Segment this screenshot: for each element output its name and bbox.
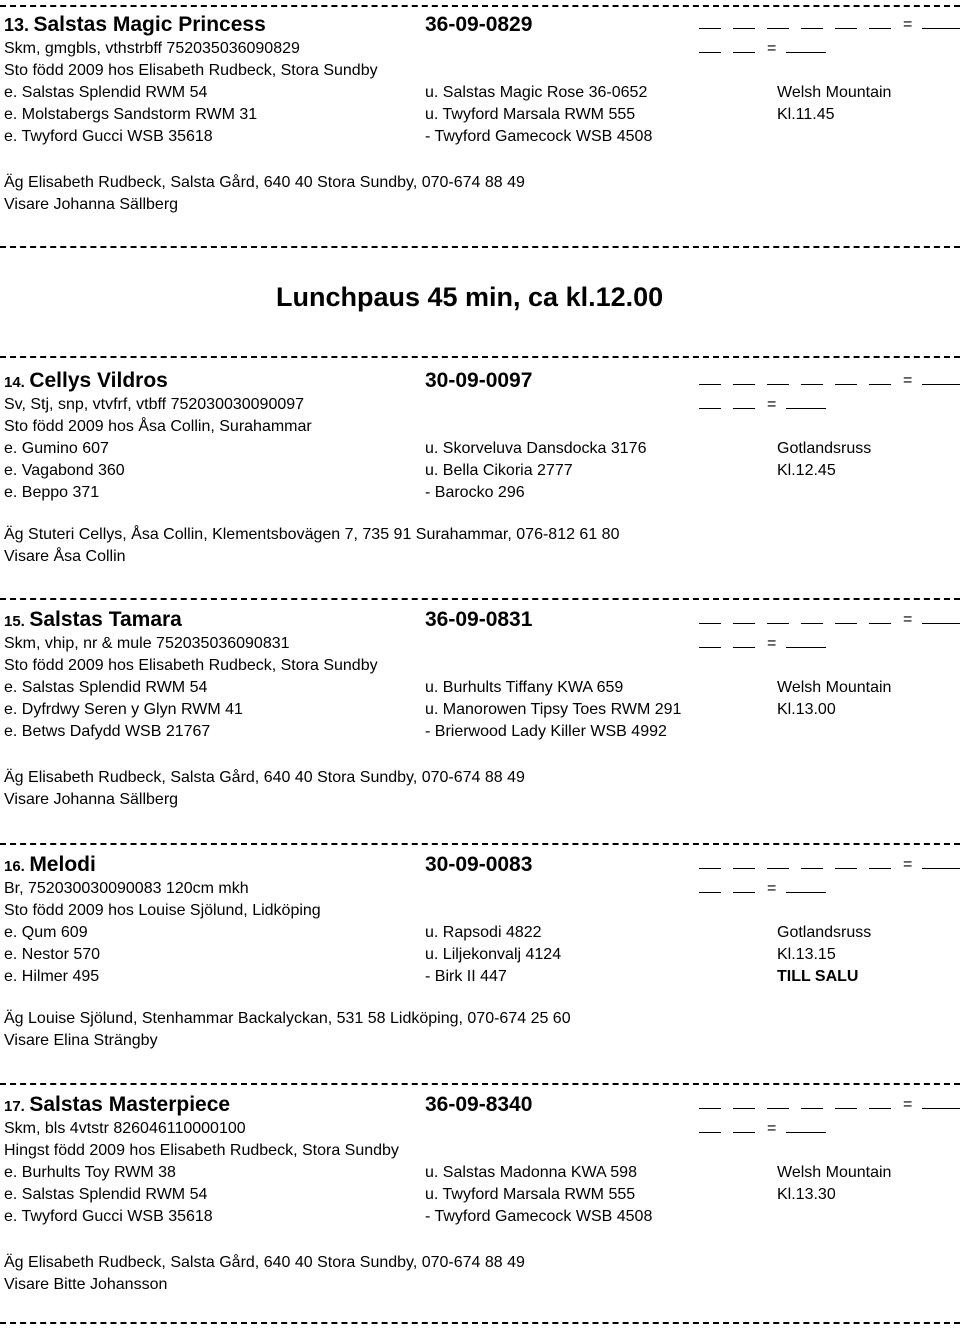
pedigree-sire: e. Betws Dafydd WSB 21767 <box>4 723 211 740</box>
description: Skm, vhip, nr & mule 752035036090831 <box>4 635 290 652</box>
pedigree-dam: - Birk II 447 <box>425 968 507 985</box>
registration-number: 36-09-0829 <box>425 13 533 36</box>
pedigree-dam: u. Skorveluva Dansdocka 3176 <box>425 440 647 457</box>
pedigree-dam: u. Twyford Marsala RWM 555 <box>425 106 636 123</box>
entry-number: 16. <box>4 858 25 875</box>
pedigree-sire: e. Burhults Toy RWM 38 <box>4 1164 176 1181</box>
pedigree-dam: - Barocko 296 <box>425 484 525 501</box>
sub-score-blanks: = <box>699 878 838 900</box>
sub-score-blanks: = <box>699 633 838 655</box>
pedigree-sire: e. Salstas Splendid RWM 54 <box>4 1186 208 1203</box>
pedigree-sire: e. Qum 609 <box>4 924 88 941</box>
owner: Äg Elisabeth Rudbeck, Salsta Gård, 640 40 Stora Sundby, 070-674 88 49 <box>4 1254 525 1271</box>
breed: Gotlandsruss <box>777 924 872 941</box>
pedigree-dam: u. Bella Cikoria 2777 <box>425 462 573 479</box>
separator <box>0 356 960 358</box>
class-time: Kl.13.30 <box>777 1186 836 1203</box>
score-blanks: = <box>699 854 960 876</box>
pedigree-sire: e. Salstas Splendid RWM 54 <box>4 84 208 101</box>
score-blanks: = <box>699 14 960 36</box>
handler: Visare Johanna Sällberg <box>4 196 179 213</box>
registration-number: 36-09-0831 <box>425 608 533 631</box>
description: Skm, gmgbls, vthstrbff 752035036090829 <box>4 40 300 57</box>
entry-number: 15. <box>4 613 25 630</box>
sub-score-blanks: = <box>699 38 838 60</box>
pedigree-dam: u. Twyford Marsala RWM 555 <box>425 1186 636 1203</box>
pedigree-dam: u. Liljekonvalj 4124 <box>425 946 562 963</box>
score-blanks: = <box>699 1094 960 1116</box>
pedigree-sire: e. Nestor 570 <box>4 946 101 963</box>
pedigree-sire: e. Hilmer 495 <box>4 968 100 985</box>
description: Sv, Stj, snp, vtvfrf, vtbff 752030030090097 <box>4 396 305 413</box>
description: Br, 752030030090083 120cm mkh <box>4 880 249 897</box>
birth-info: Sto född 2009 hos Louise Sjölund, Lidköping <box>4 902 321 919</box>
birth-info: Sto född 2009 hos Elisabeth Rudbeck, Stora Sundby <box>4 657 378 674</box>
sub-score-blanks: = <box>699 1118 838 1140</box>
horse-name: Salstas Tamara <box>29 608 182 631</box>
birth-info: Hingst född 2009 hos Elisabeth Rudbeck, Stora Sundby <box>4 1142 399 1159</box>
owner: Äg Louise Sjölund, Stenhammar Backalyckan, 531 58 Lidköping, 070-674 25 60 <box>4 1010 571 1027</box>
horse-name: Salstas Masterpiece <box>29 1093 231 1116</box>
for-sale-note: TILL SALU <box>777 968 859 985</box>
owner: Äg Elisabeth Rudbeck, Salsta Gård, 640 40 Stora Sundby, 070-674 88 49 <box>4 174 525 191</box>
entry-number: 13. <box>4 15 30 35</box>
registration-number: 30-09-0083 <box>425 853 533 876</box>
pedigree-dam: u. Rapsodi 4822 <box>425 924 542 941</box>
separator <box>0 1083 960 1085</box>
handler: Visare Johanna Sällberg <box>4 791 179 808</box>
separator <box>0 5 960 7</box>
pedigree-sire: e. Beppo 371 <box>4 484 100 501</box>
breed: Welsh Mountain <box>777 679 892 696</box>
handler: Visare Bitte Johansson <box>4 1276 168 1293</box>
entry-number: 17. <box>4 1098 25 1115</box>
pedigree-dam: u. Salstas Madonna KWA 598 <box>425 1164 637 1181</box>
score-blanks: = <box>699 370 960 392</box>
pedigree-sire: e. Twyford Gucci WSB 35618 <box>4 128 213 145</box>
pedigree-dam: - Twyford Gamecock WSB 4508 <box>425 1208 653 1225</box>
breed: Welsh Mountain <box>777 1164 892 1181</box>
separator <box>0 598 960 600</box>
pedigree-dam: u. Salstas Magic Rose 36-0652 <box>425 84 648 101</box>
handler: Visare Åsa Collin <box>4 548 126 565</box>
pedigree-sire: e. Molstabergs Sandstorm RWM 31 <box>4 106 258 123</box>
score-blanks: = <box>699 609 960 631</box>
pedigree-sire: e. Dyfrdwy Seren y Glyn RWM 41 <box>4 701 243 718</box>
class-time: Kl.13.15 <box>777 946 836 963</box>
birth-info: Sto född 2009 hos Elisabeth Rudbeck, Stora Sundby <box>4 62 378 79</box>
description: Skm, bls 4vtstr 826046110000100 <box>4 1120 246 1137</box>
separator <box>0 246 960 248</box>
registration-number: 36-09-8340 <box>425 1093 533 1116</box>
sub-score-blanks: = <box>699 394 838 416</box>
breed: Gotlandsruss <box>777 440 872 457</box>
horse-name: Cellys Vildros <box>29 369 168 392</box>
class-time: Kl.12.45 <box>777 462 836 479</box>
entry-number: 14. <box>4 374 25 391</box>
pedigree-sire: e. Twyford Gucci WSB 35618 <box>4 1208 213 1225</box>
horse-name: Melodi <box>29 853 96 876</box>
owner: Äg Stuteri Cellys, Åsa Collin, Klementsbovägen 7, 735 91 Surahammar, 076-812 61 80 <box>4 526 620 543</box>
pedigree-sire: e. Gumino 607 <box>4 440 109 457</box>
pedigree-dam: - Brierwood Lady Killer WSB 4992 <box>425 723 667 740</box>
horse-name: Salstas Magic Princess <box>33 13 266 36</box>
birth-info: Sto född 2009 hos Åsa Collin, Surahammar <box>4 418 312 435</box>
pedigree-dam: u. Burhults Tiffany KWA 659 <box>425 679 624 696</box>
registration-number: 30-09-0097 <box>425 369 533 392</box>
owner: Äg Elisabeth Rudbeck, Salsta Gård, 640 40 Stora Sundby, 070-674 88 49 <box>4 769 525 786</box>
handler: Visare Elina Strängby <box>4 1032 158 1049</box>
class-time: Kl.13.00 <box>777 701 836 718</box>
separator <box>0 843 960 845</box>
pedigree-sire: e. Vagabond 360 <box>4 462 125 479</box>
lunch-break-title: Lunchpaus 45 min, ca kl.12.00 <box>276 282 664 312</box>
pedigree-dam: u. Manorowen Tipsy Toes RWM 291 <box>425 701 682 718</box>
separator <box>0 1322 960 1324</box>
class-time: Kl.11.45 <box>777 106 835 123</box>
pedigree-dam: - Twyford Gamecock WSB 4508 <box>425 128 653 145</box>
pedigree-sire: e. Salstas Splendid RWM 54 <box>4 679 208 696</box>
breed: Welsh Mountain <box>777 84 892 101</box>
